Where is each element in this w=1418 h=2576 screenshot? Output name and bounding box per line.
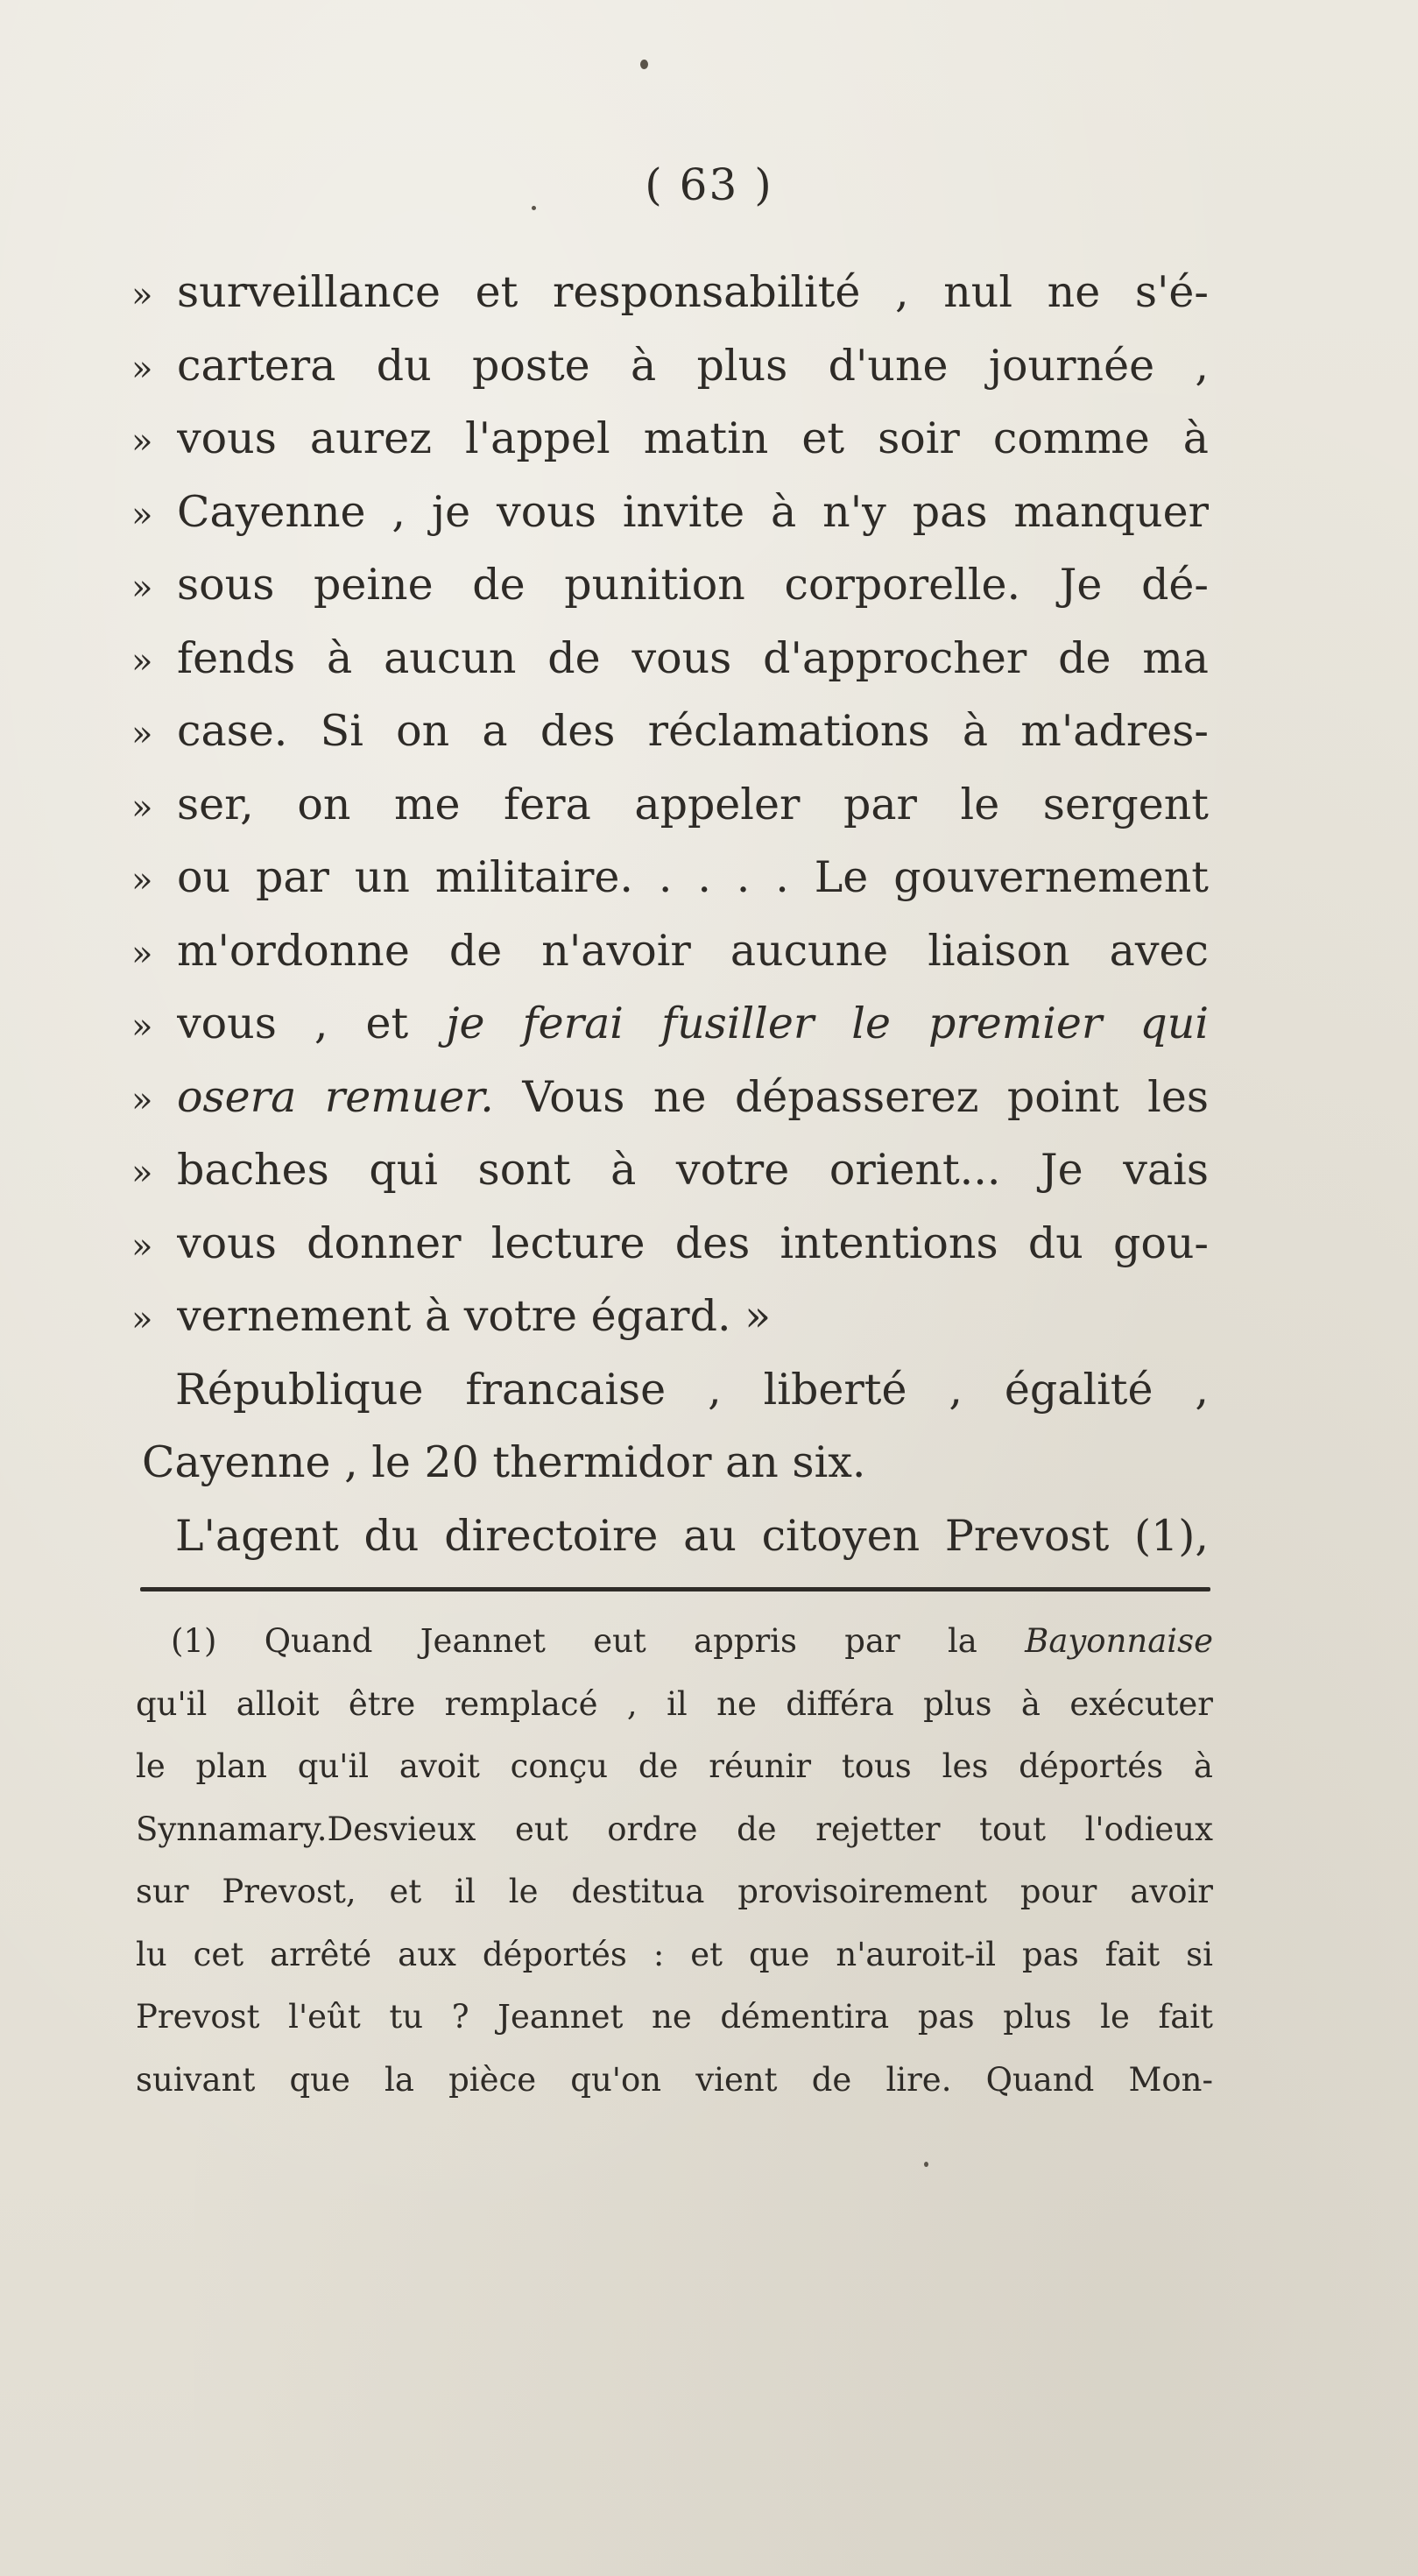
line-text: L'agent du directoire au citoyen Prevost (1),: [175, 1510, 1209, 1561]
quote-mark: »: [131, 1225, 153, 1267]
footnote: [136, 1610, 1213, 2111]
quote-mark: »: [131, 275, 153, 315]
footnote-text-roman: Quand Jeannet eut appris par la: [264, 1622, 1026, 1660]
page-number: ( 63 ): [645, 159, 773, 210]
quote-mark: »: [131, 1153, 153, 1193]
text-line: [131, 548, 1209, 622]
quote-mark: »: [131, 640, 153, 681]
footnote-text-italic: Bayonnaise: [1025, 1622, 1213, 1660]
line-text: case. Si on a des réclamations à m'adres-: [177, 706, 1209, 756]
footnote-line: lu cet arrêté aux déportés : et que n'auroit-il pas fait si: [136, 1935, 1213, 1973]
quote-mark: »: [131, 568, 153, 608]
text-line: [131, 256, 1209, 329]
line-text: vernement à votre égard. »: [177, 1291, 772, 1341]
quote-mark: »: [131, 1006, 153, 1047]
text-line: [131, 1353, 1209, 1427]
line-text: sous peine de punition corporelle. Je dé-: [177, 560, 1209, 610]
line-text: vous donner lecture des intentions du gou-: [177, 1217, 1209, 1268]
line-text: [177, 1061, 1209, 1134]
footnote-line: Synnamary.Desvieux eut ordre de rejetter tout l'odieux: [136, 1810, 1213, 1848]
quote-mark: »: [131, 494, 153, 535]
footnote-marker: (1): [171, 1622, 217, 1660]
quote-mark: »: [131, 421, 153, 462]
text-line: [131, 476, 1209, 549]
footnote-line: le plan qu'il avoit conçu de réunir tous les déportés à: [136, 1747, 1213, 1785]
footnote-line: suivant que la pièce qu'on vient de lire. Quand Mon-: [136, 2060, 1213, 2099]
line-text: République francaise , liberté , égalité ,: [175, 1364, 1209, 1415]
line-text-roman: vous , et: [177, 999, 447, 1048]
ink-speck: [640, 60, 648, 69]
line-text-italic: je ferai fusiller le premier qui: [446, 999, 1209, 1048]
line-text: surveillance et responsabilité , nul ne s'é-: [177, 267, 1209, 317]
footnote-line: sur Prevost, et il le destitua provisoirement pour avoir: [136, 1873, 1213, 1910]
line-text: [177, 987, 1209, 1061]
text-line: [142, 1426, 1209, 1500]
quote-mark: »: [131, 933, 153, 974]
text-line: [131, 329, 1209, 403]
line-text: vous aurez l'appel matin et soir comme à: [177, 413, 1209, 463]
line-text: fends à aucun de vous d'approcher de ma: [177, 632, 1209, 683]
line-text: m'ordonne de n'avoir aucune liaison avec: [177, 925, 1209, 976]
text-line: [131, 1061, 1209, 1134]
line-text: Cayenne , le 20 thermidor an six.: [142, 1437, 866, 1487]
body-text: [131, 256, 1209, 1572]
line-text: Cayenne , je vous invite à n'y pas manquer: [177, 486, 1209, 537]
line-text-roman: Vous ne dépasserez point les: [493, 1071, 1209, 1122]
quote-mark: »: [131, 860, 153, 900]
text-line: [131, 622, 1209, 695]
text-line: [131, 987, 1209, 1061]
text-line: [131, 1280, 1209, 1353]
line-text-italic: osera remuer.: [177, 1071, 494, 1122]
text-line: [131, 1133, 1209, 1207]
text-line: [131, 402, 1209, 476]
ink-speck: [924, 2162, 928, 2167]
footnote-line: qu'il alloit être remplacé , il ne différa plus à exécuter: [136, 1684, 1213, 1723]
footnote-line: Prevost l'eût tu ? Jeannet ne démentira pas plus le fait: [136, 1998, 1213, 2036]
quote-mark: »: [131, 348, 153, 389]
text-line: [131, 695, 1209, 768]
text-line: [131, 914, 1209, 988]
text-line: [131, 1500, 1209, 1573]
footnote-line: [136, 1610, 1213, 1673]
text-line: [131, 1207, 1209, 1281]
quote-mark: »: [131, 714, 153, 754]
quote-mark: »: [131, 787, 153, 828]
line-text: ou par un militaire. . . . . Le gouvernement: [177, 852, 1209, 902]
quote-mark: »: [131, 1079, 153, 1120]
text-line: [131, 841, 1209, 914]
text-line: [131, 768, 1209, 842]
line-text: baches qui sont à votre orient... Je vais: [177, 1145, 1209, 1195]
line-text: cartera du poste à plus d'une journée ,: [177, 340, 1209, 391]
footnote-rule: [140, 1587, 1210, 1591]
line-text: ser, on me fera appeler par le sergent: [177, 779, 1209, 829]
quote-mark: »: [131, 1299, 153, 1339]
